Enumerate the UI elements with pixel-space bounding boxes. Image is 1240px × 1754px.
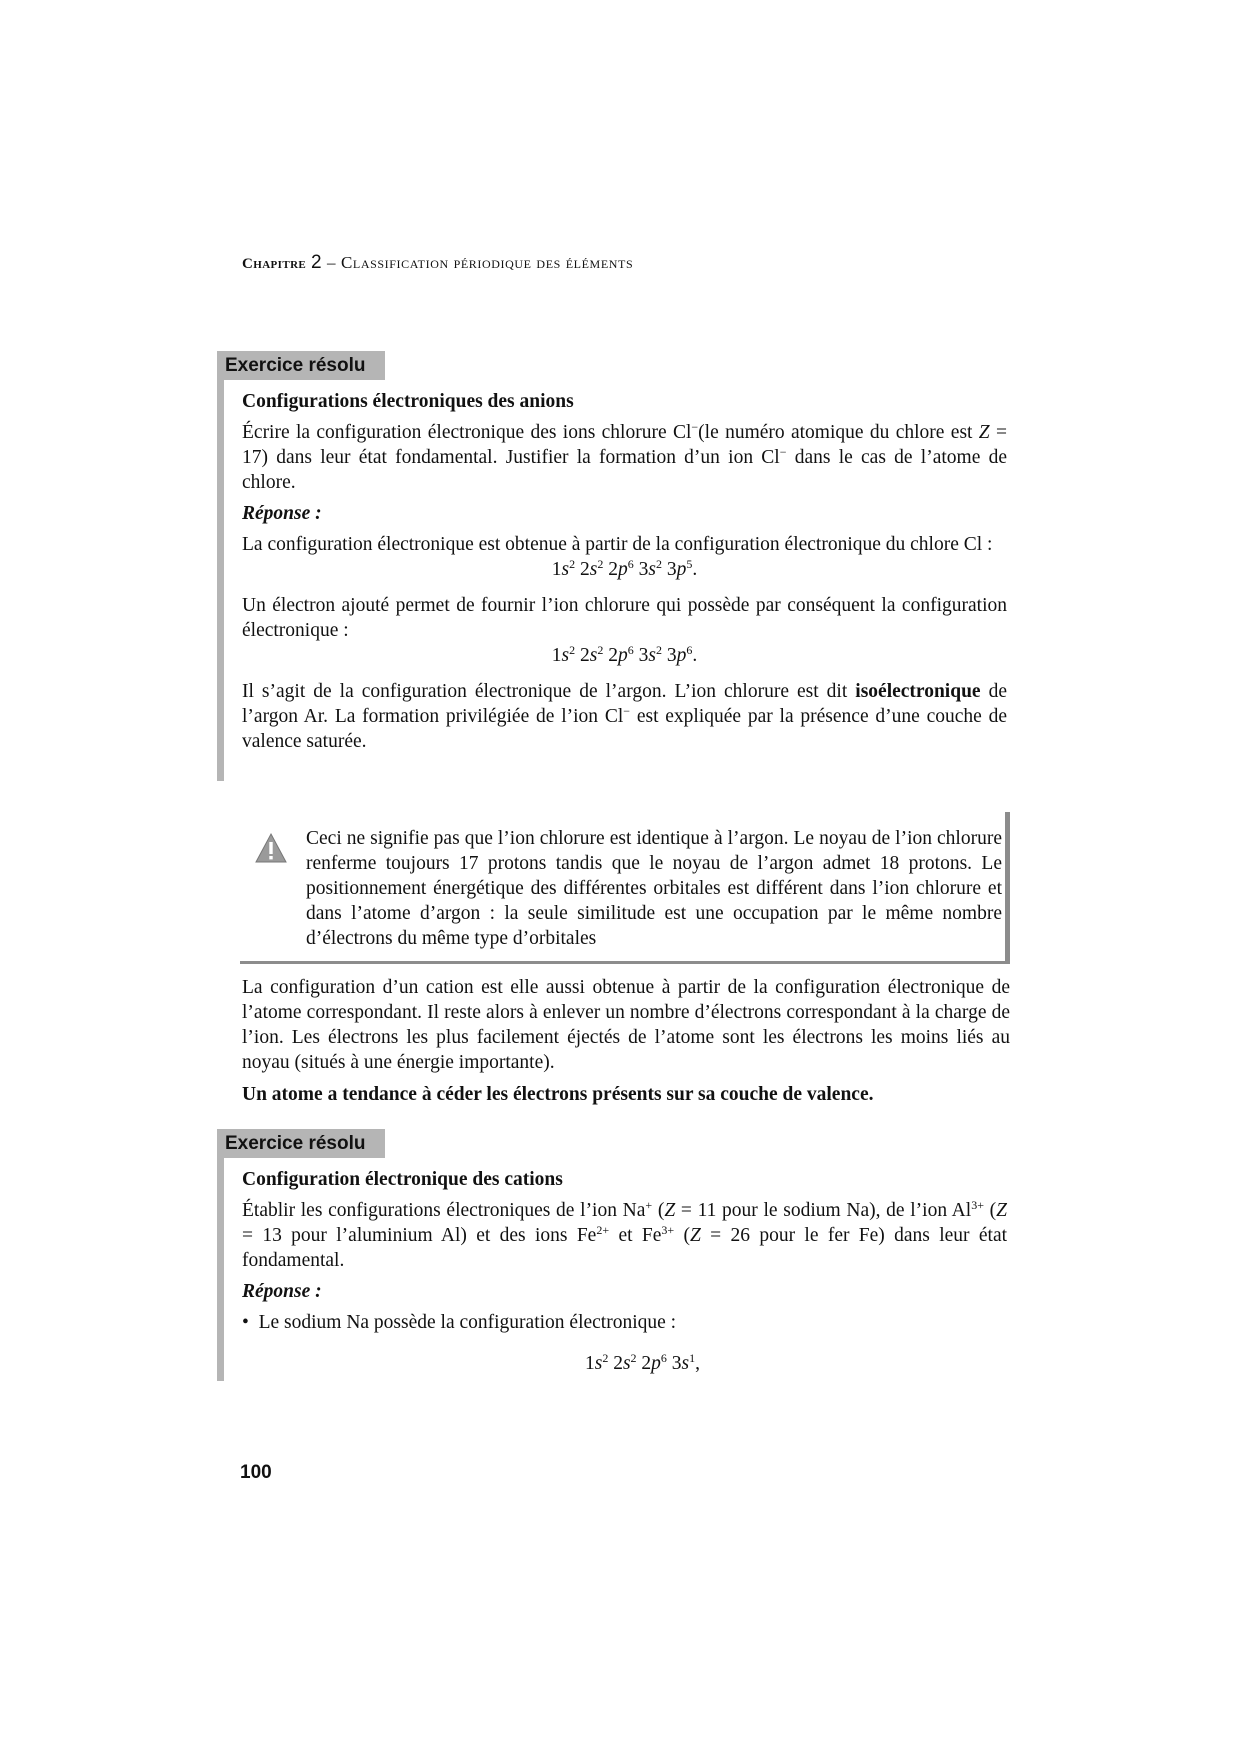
running-head	[242, 250, 633, 277]
bullet-icon: •	[242, 1312, 249, 1333]
exercise2-statement: Établir les configurations électroniques de l’ion Na+ (Z = 11 pour le sodium Na), de l’ion $Al^{3+}$ (Z = 13 pour l’aluminium Al) et des ions $Fe^{2+}$ et $Fe^{3+}$ (Z = 26 pour le fer Fe) dans leur état fondamental.	[242, 1198, 1008, 1271]
warning-text: Ceci ne signifie pas que l’ion chlorure est identique à l’argon. Le noyau de l’ion chlorure renferme toujours 17 protons tandis que le noyau de l’argon admet 18 protons. Le positionnement énergétique des différentes orbitales est différent dans l’ion chlorure et dans l’atome d’argon : la seule similitude est une occupation par le même nombre d’électrons du même type d’orbitales	[306, 828, 1002, 949]
bullet-item: • Le sodium Na possède la configuration électronique :	[242, 1312, 677, 1333]
exercise1-answer-ion: Un électron ajouté permet de fournir l’ion chlorure qui possède par conséquent la configuration électronique :	[242, 595, 1007, 641]
body-rule: Un atome a tendance à céder les électrons présents sur sa couche de valence.	[242, 1084, 874, 1105]
page-number: 100	[240, 1462, 272, 1483]
warning-triangle-icon	[254, 832, 288, 866]
reponse-label: Réponse :	[242, 503, 322, 524]
exercise-sidebar-bar	[217, 380, 224, 781]
exercise1-statement: Écrire la configuration électronique des ions chlorure Cl−(le numéro atomique du chlore est Z = 17) dans leur état fondamental. Justifier la formation d’un ion Cl− dans le cas de l’atome de chlore.	[242, 420, 1007, 493]
exercise2-content	[242, 1167, 1007, 1376]
exercise1-content	[242, 389, 1007, 754]
chapter-title: – Classification périodique des éléments	[327, 253, 634, 272]
body-section	[242, 975, 1010, 1107]
exercise1-title: Configurations électroniques des anions	[242, 391, 574, 412]
body-paragraph: La configuration d’un cation est elle aussi obtenue à partir de la configuration électronique de l’atome correspondant. Il reste alors à enlever un nombre d’électrons correspondant à la charge de l’ion. Les électrons les plus facilement éjectés de l’atome sont les électrons les moins liés au noyau (situés à une énergie importante).	[242, 977, 1010, 1073]
reponse-label: Réponse :	[242, 1281, 322, 1302]
exercise-tag: Exercice résolu	[217, 351, 385, 380]
chapter-word: Chapitre	[242, 256, 307, 272]
exercise1-answer-intro: La configuration électronique est obtenue à partir de la configuration électronique du chlore Cl :	[242, 534, 993, 555]
exercise-sidebar-bar	[217, 1158, 224, 1381]
exercise1-answer-conclusion: Il s’agit de la configuration électronique de l’argon. L’ion chlorure est dit isoélectronique de l’argon Ar. La formation privilégiée de l’ion Cl− est expliquée par la présence d’une couche de valence saturée.	[242, 681, 1007, 752]
exercise2-title: Configuration électronique des cations	[242, 1169, 563, 1190]
formula-na: $1s^2$ $2s^2$ $2p^6$ $3s^1$,	[584, 1351, 701, 1374]
exercise-tag: Exercice résolu	[217, 1129, 385, 1158]
formula-cl: $1s^2$ $2s^2$ $2p^6$ $3s^2$ $3p^5$.	[551, 557, 698, 580]
formula-cl-ion: $1s^2$ $2s^2$ $2p^6$ $3s^2$ $3p^6$.	[551, 643, 698, 666]
chapter-number: 2	[311, 252, 323, 273]
